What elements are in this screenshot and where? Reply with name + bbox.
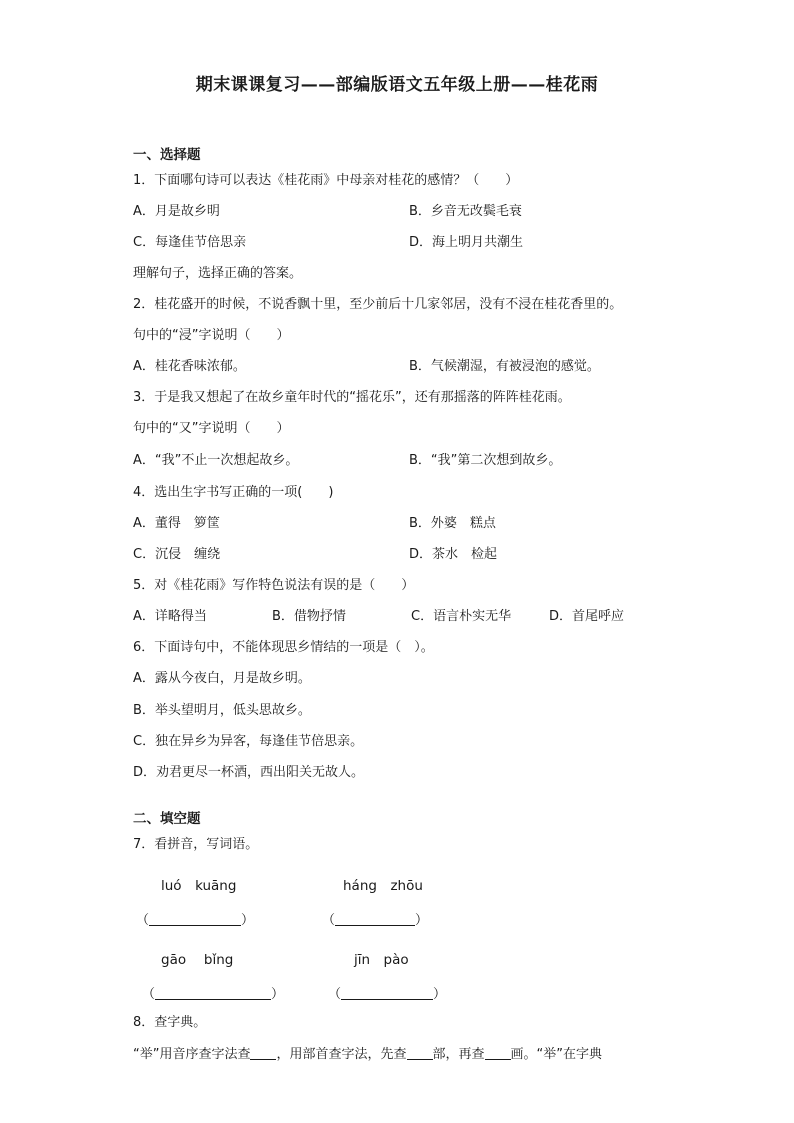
q5-option-b: B．借物抒情 [272, 609, 346, 624]
q4-option-a: A．董得 箩筐 [133, 516, 220, 531]
q1-option-c: C．每逢佳节倍思亲 [133, 235, 247, 250]
question-1-stem: 1．下面哪句诗可以表达《桂花雨》中母亲对桂花的感情？（ ） [133, 173, 519, 188]
q6-option-a: A．露从今夜白，月是故乡明。 [133, 671, 311, 686]
q3-option-b: B．“我”第二次想到故乡。 [409, 453, 562, 468]
answer-line[interactable] [149, 912, 241, 926]
q1-option-a: A．月是故乡明 [133, 204, 220, 219]
q3-option-a: A．“我”不止一次想起故乡。 [133, 453, 299, 468]
question-5-stem: 5．对《桂花雨》写作特色说法有误的是（ ） [133, 578, 415, 593]
answer-line[interactable] [155, 986, 271, 1000]
q4-option-b: B．外婆 糕点 [409, 516, 496, 531]
question-3-sub: 句中的“又”字说明（ ） [133, 421, 290, 436]
paren-open: （ [322, 913, 336, 928]
answer-blank-2[interactable] [322, 909, 428, 928]
q1-option-b: B．乡音无改鬓毛衰 [409, 204, 522, 219]
q2-option-a: A．桂花香味浓郁。 [133, 359, 246, 374]
q6-option-c: C．独在异乡为异客，每逢佳节倍思亲。 [133, 734, 364, 749]
q6-option-b: B．举头望明月，低头思故乡。 [133, 703, 311, 718]
q8-text-2: ，用部首查字法，先查 [276, 1047, 407, 1062]
question-3-stem: 3．于是我又想起了在故乡童年时代的“摇花乐”，还有那摇落的阵阵桂花雨。 [133, 390, 571, 405]
paren-open: （ [142, 987, 156, 1002]
q8-blank-2[interactable] [407, 1046, 433, 1060]
question-2-stem: 2．桂花盛开的时候，不说香飘十里，至少前后十几家邻居，没有不浸在桂花香里的。 [133, 297, 623, 312]
paren-open: （ [136, 913, 150, 928]
question-6-stem: 6．下面诗句中，不能体现思乡情结的一项是（ ）。 [133, 640, 434, 655]
question-8-line [133, 1046, 602, 1063]
question-7-stem: 7．看拼音，写词语。 [133, 837, 259, 852]
q5-option-c: C．语言朴实无华 [411, 609, 512, 624]
page-title: 期末课课复习——部编版语文五年级上册——桂花雨 [195, 75, 599, 95]
q8-text-3: 部，再查 [432, 1047, 485, 1062]
q4-option-d: D．茶水 检起 [409, 547, 498, 562]
q8-blank-3[interactable] [485, 1046, 511, 1060]
q1-option-d: D．海上明月共潮生 [409, 235, 524, 250]
q2-option-b: B．气候潮湿，有被浸泡的感觉。 [409, 359, 600, 374]
pinyin-jin-pao: jīn pào [354, 952, 409, 968]
pinyin-hang-zhou: háng zhōu [343, 878, 423, 894]
question-4-stem: 4．选出生字书写正确的一项( ) [133, 485, 334, 500]
section-heading-choice: 一、选择题 [133, 147, 201, 163]
q4-option-c: C．沉侵 缠绕 [133, 547, 221, 562]
answer-line[interactable] [341, 986, 433, 1000]
paren-close: ） [415, 913, 429, 928]
q5-option-a: A．详略得当 [133, 609, 207, 624]
answer-blank-4[interactable] [328, 983, 446, 1002]
paren-open: （ [328, 987, 342, 1002]
q8-text-1: “举”用音序查字法查 [133, 1047, 251, 1062]
q6-option-d: D．劝君更尽一杯酒，西出阳关无故人。 [133, 765, 365, 780]
question-2-intro: 理解句子，选择正确的答案。 [133, 266, 303, 281]
answer-blank-1[interactable] [136, 909, 254, 928]
section-heading-fill: 二、填空题 [133, 811, 201, 827]
question-8-stem: 8．查字典。 [133, 1015, 207, 1030]
answer-line[interactable] [335, 912, 415, 926]
paren-close: ） [433, 987, 447, 1002]
question-2-sub: 句中的“浸”字说明（ ） [133, 328, 290, 343]
q8-blank-1[interactable] [250, 1046, 276, 1060]
answer-blank-3[interactable] [142, 983, 284, 1002]
paren-close: ） [271, 987, 285, 1002]
q5-option-d: D．首尾呼应 [549, 609, 625, 624]
pinyin-luo-kuang: luó kuāng [161, 878, 237, 894]
pinyin-gao-bing: gāo bǐng [161, 952, 234, 968]
paren-close: ） [241, 913, 255, 928]
q8-text-4: 画。“举”在字典 [510, 1047, 602, 1062]
